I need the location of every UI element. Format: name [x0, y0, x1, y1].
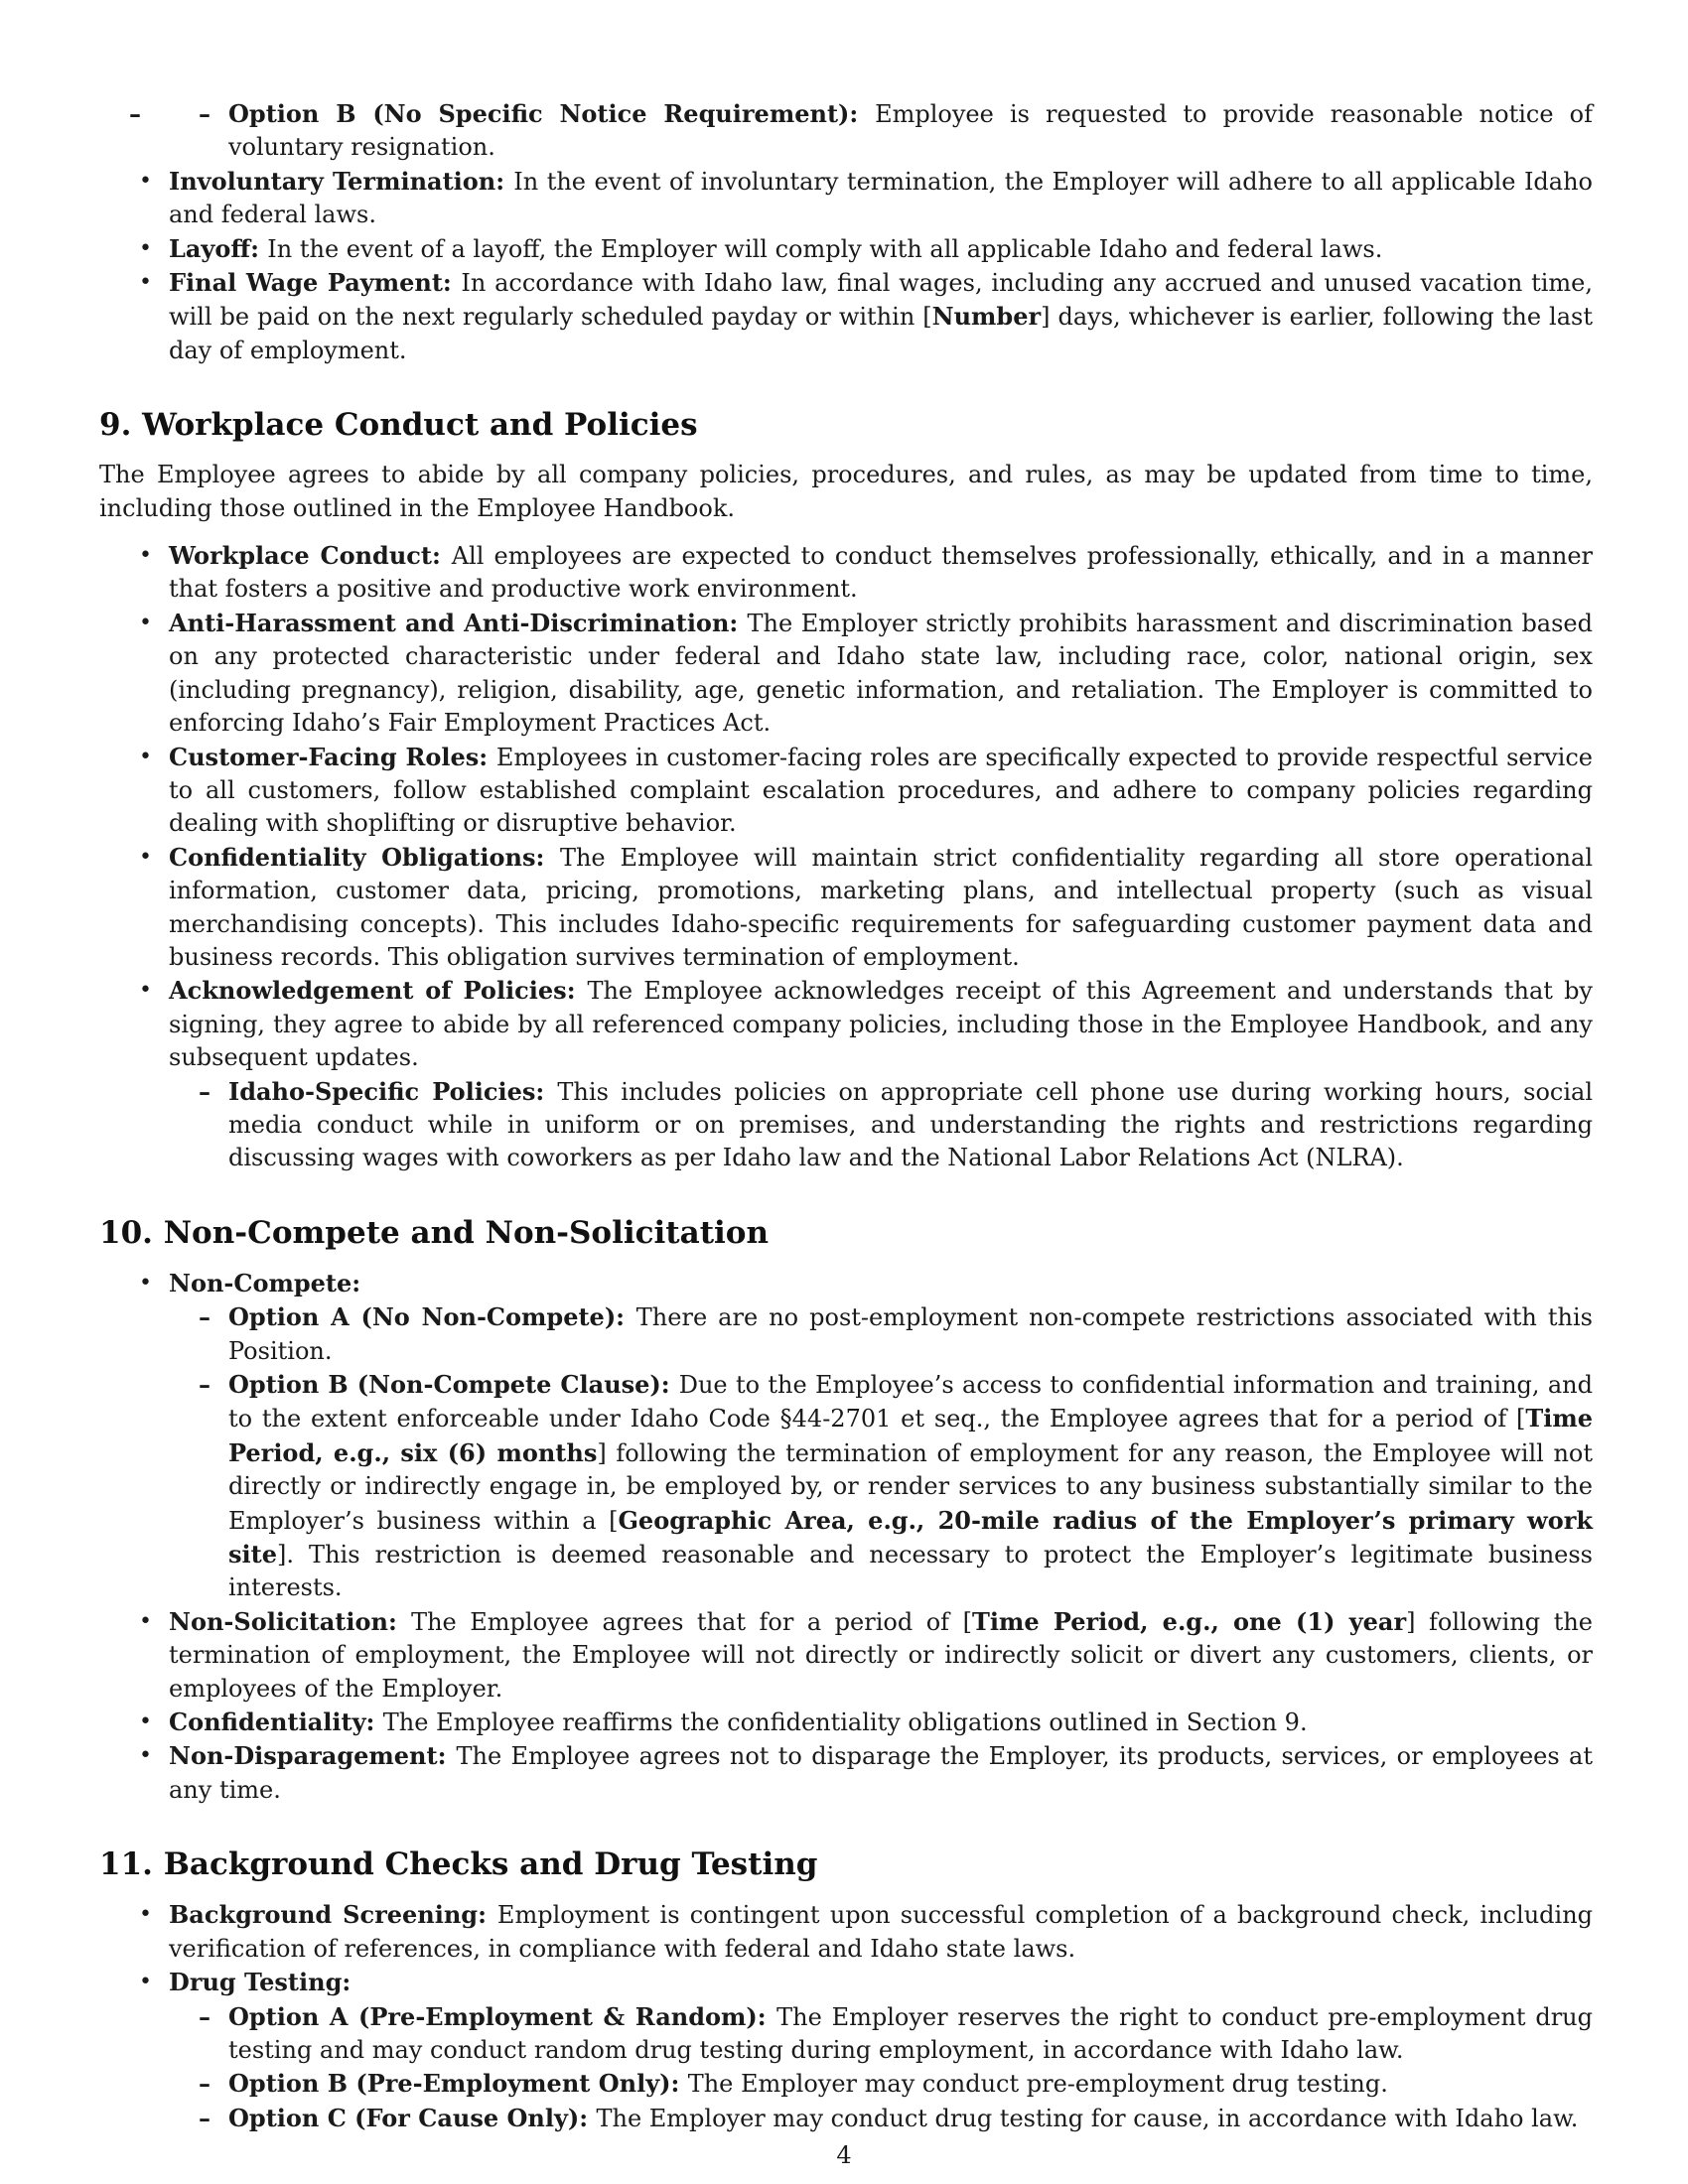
list-item-option-b [169, 1368, 1593, 1605]
item-label: Final Wage Payment: [169, 268, 462, 298]
item-label: Option B (No Specific Notice Requirement): [228, 99, 876, 128]
list-item-option-b [169, 2067, 1593, 2101]
item-label: Non-Disparagement: [169, 1741, 457, 1771]
item-label: Option C (For Cause Only): [228, 2103, 597, 2132]
item-label: Acknowledgement of Policies: [169, 976, 588, 1006]
list-item-background-screening [99, 1898, 1593, 1966]
item-label: Involuntary Termination: [169, 166, 514, 196]
item-text: The Employer may conduct pre-employment drug testing. [687, 2070, 1388, 2099]
item-label: Workplace Conduct: [169, 541, 452, 571]
item-text: ] following the termination of employment, the Employee will not directly or indirectly solicit or divert any customers, clients, or employees of the Employer. [169, 1607, 1594, 1703]
placeholder-number: Number [931, 302, 1042, 332]
list-item-option-a [169, 1300, 1593, 1368]
section-9-intro: The Employee agrees to abide by all company policies, procedures, and rules, as may be updated from time to time, including those outlined in the Employee Handbook. [99, 461, 1593, 522]
list-item-option-a [169, 2000, 1593, 2068]
item-text: In the event of involuntary termination, the Employer will adhere to all applicable Idaho and federal laws. [169, 167, 1594, 229]
item-text: Employment is contingent upon successful completion of a background check, including verification of references, in compliance with federal and Idaho state laws. [169, 1901, 1594, 1963]
item-text: The Employer reserves the right to conduct pre-employment drug testing and may conduct random drug testing during employment, in accordance with Idaho law. [228, 2002, 1593, 2064]
item-label: Layoff: [169, 233, 268, 263]
item-label: Confidentiality: [169, 1707, 383, 1737]
dash-bullet: – – [199, 99, 211, 128]
item-text: The Employer strictly prohibits harassment and discrimination based on any protected characteristic under federal and Idaho state law, including race, color, national origin, sex (including pregnancy), religion, disability, age, genetic information, and retaliation. The Employer is committed to enforcing Idaho’s Fair Employment Practices Act. [169, 609, 1593, 738]
list-item-idaho-policies [169, 1075, 1593, 1175]
placeholder-time-period: Time Period, e.g., six (6) months [228, 1404, 1593, 1467]
item-text: ] following the termination of employment for any reason, the Employee will not directly or indirectly engage in, be employed by, or render services to any business substantially similar to the Employer’s business within a [ [228, 1438, 1593, 1535]
section-11-heading: 11. Background Checks and Drug Testing [99, 1846, 818, 1883]
list-item-acknowledgement [99, 974, 1593, 1174]
document-page [99, 97, 1593, 2135]
list-item-non-disparagement [99, 1739, 1593, 1807]
item-text: Due to the Employee’s access to confidential information and training, and to the extent enforceable under Idaho Code §44-2701 et seq., the Employee agrees that for a period of [ [228, 1371, 1594, 1433]
option-list [99, 97, 1593, 165]
item-text: Employee is requested to provide reasonable notice of voluntary resignation. [228, 100, 1593, 162]
section-11-list [99, 1898, 1593, 2135]
item-text: ] days, whichever is earlier, following the last day of employment. [169, 303, 1594, 364]
termination-list [99, 165, 1593, 367]
list-item-drug-testing [99, 1966, 1593, 2135]
item-text: Employees in customer-facing roles are specifically expected to provide respectful service to all customers, follow established complaint escalation procedures, and adhere to company policies regarding dealing with shoplifting or disruptive behavior. [169, 743, 1593, 838]
item-text: The Employee agrees not to disparage the Employer, its products, services, or employees at any time. [169, 1742, 1594, 1804]
item-label: Anti-Harassment and Anti-Discrimination: [169, 608, 748, 637]
item-text: All employees are expected to conduct themselves professionally, ethically, and in a manner that fosters a positive and productive work environment. [169, 542, 1594, 604]
item-label: Background Screening: [169, 1900, 497, 1930]
section-9-list [99, 539, 1593, 1175]
list-item-confidentiality [99, 1706, 1593, 1739]
list-item-anti-harassment [99, 607, 1593, 741]
item-label: Option A (Pre-Employment & Random): [228, 2001, 777, 2031]
item-label: Idaho-Specific Policies: [228, 1076, 558, 1106]
list-item-option-c [169, 2102, 1593, 2135]
list-item-option-b-notice [99, 97, 1593, 165]
item-label: Non-Compete: [169, 1268, 361, 1297]
placeholder-geographic-area: Geographic Area, e.g., 20-mile radius of the Employer’s primary work site [228, 1505, 1593, 1570]
item-text: The Employee will maintain strict confidentiality regarding all store operational information, customer data, pricing, promotions, marketing plans, and intellectual property (such as visual merchandising concepts). This includes Idaho-specific requirements for safeguarding customer payment data and business records. This obligation survives termination of employment. [169, 843, 1593, 971]
item-label: Option B (Pre-Employment Only): [228, 2069, 688, 2099]
item-label: Confidentiality Obligations: [169, 842, 560, 872]
item-text: The Employer may conduct drug testing for cause, in accordance with Idaho law. [596, 2104, 1579, 2132]
sub-list [169, 1075, 1593, 1175]
item-label: Option B (Non-Compete Clause): [228, 1370, 679, 1399]
item-text: The Employee reaffirms the confidentiality obligations outlined in Section 9. [382, 1708, 1308, 1737]
list-item-customer-facing [99, 741, 1593, 841]
section-10-list [99, 1267, 1593, 1808]
list-item-confidentiality-obligations [99, 841, 1593, 975]
item-text: There are no post-employment non-compete restrictions associated with this Position. [228, 1303, 1594, 1365]
item-label: Option A (No Non-Compete): [228, 1302, 636, 1332]
list-item-non-compete [99, 1267, 1593, 1605]
sub-list [169, 2000, 1593, 2136]
section-9-heading: 9. Workplace Conduct and Policies [99, 407, 698, 444]
list-item-non-solicitation [99, 1605, 1593, 1706]
item-text: The Employee acknowledges receipt of this Agreement and understands that by signing, they agree to abide by all referenced company policies, including those in the Employee Handbook, and any subsequent updates. [169, 977, 1593, 1072]
item-text: ]. This restriction is deemed reasonable and necessary to protect the Employer’s legitimate business interests. [228, 1541, 1593, 1602]
item-label: Drug Testing: [169, 1968, 352, 1997]
list-item-final-wage-payment [99, 266, 1593, 367]
section-10-heading: 10. Non-Compete and Non-Solicitation [99, 1214, 770, 1251]
list-item-layoff [99, 232, 1593, 266]
item-text: The Employee agrees that for a period of [ [411, 1607, 972, 1636]
list-item-workplace-conduct [99, 539, 1593, 607]
placeholder-time-period: Time Period, e.g., one (1) year [971, 1606, 1407, 1636]
item-label: Customer-Facing Roles: [169, 742, 496, 771]
item-label: Non-Solicitation: [169, 1606, 412, 1636]
item-text: In the event of a layoff, the Employer will comply with all applicable Idaho and federal laws. [267, 234, 1383, 263]
item-text: In accordance with Idaho law, final wages, including any accrued and unused vacation time, will be paid on the next regularly scheduled payday or within [ [169, 269, 1594, 332]
page-number: 4 [836, 2141, 852, 2169]
item-text: This includes policies on appropriate cell phone use during working hours, social media conduct while in uniform or on premises, and understanding the rights and restrictions regarding discussing wages with coworkers as per Idaho law and the National Labor Relations Act (NLRA). [228, 1077, 1593, 1172]
list-item-involuntary-termination [99, 165, 1593, 232]
sub-list [169, 1300, 1593, 1605]
